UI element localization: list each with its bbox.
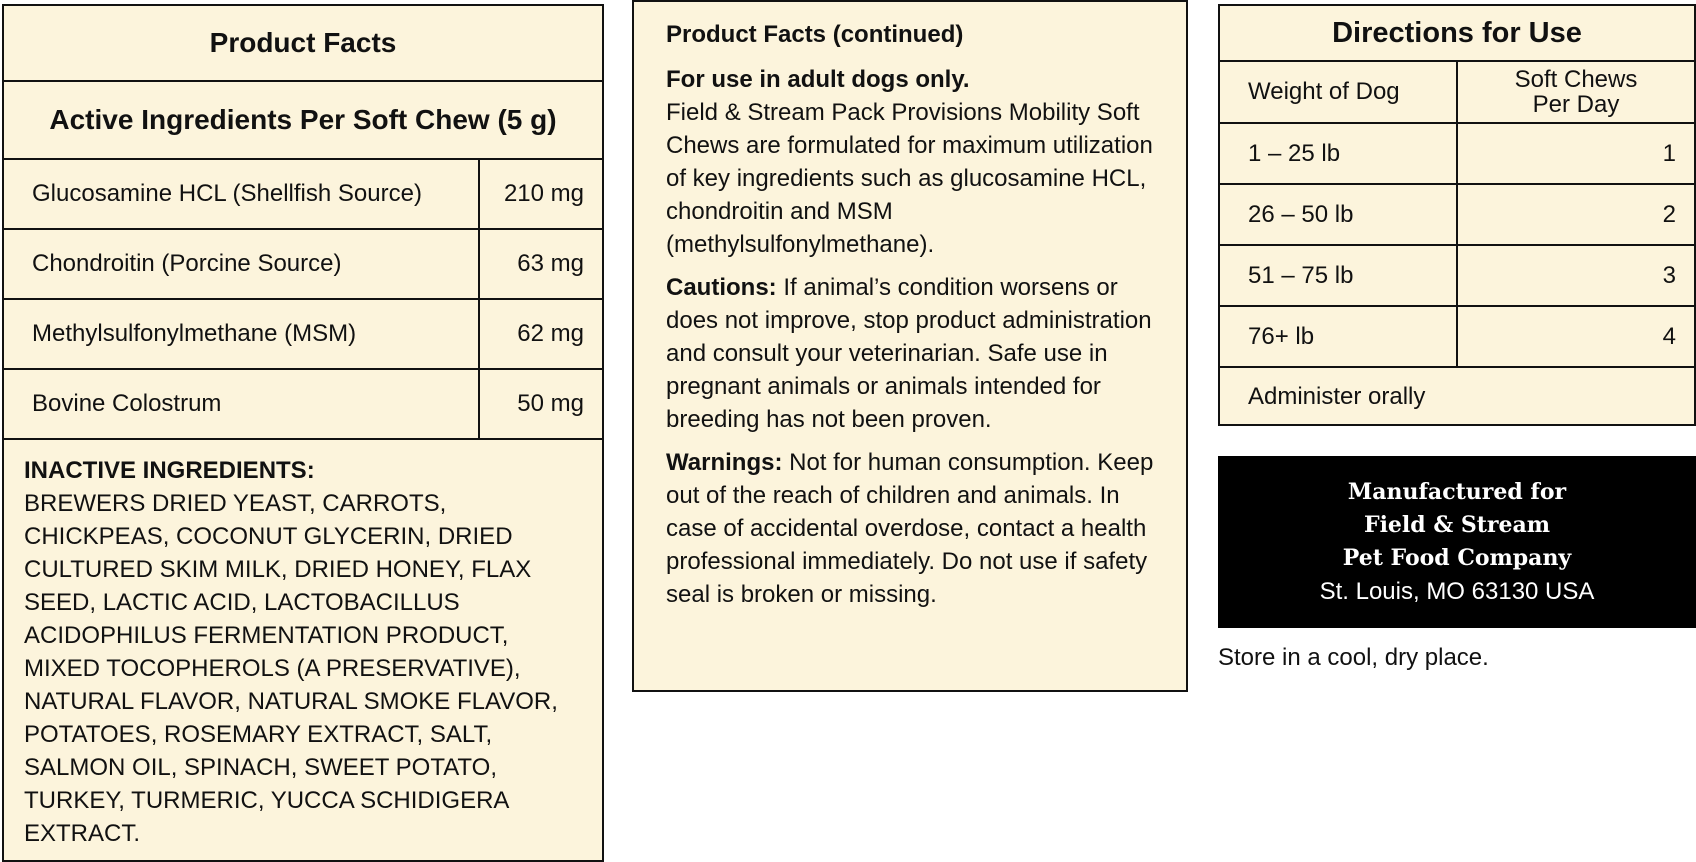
ingredient-amount: 210 mg <box>503 180 584 207</box>
ingredient-row <box>4 370 602 440</box>
administer-note: Administer orally <box>1248 383 1426 410</box>
ingredient-amount: 63 mg <box>517 250 584 277</box>
chews-cell: 4 <box>1662 322 1676 350</box>
ingredient-name: Chondroitin (Porcine Source) <box>4 230 480 298</box>
weight-cell: 76+ lb <box>1220 307 1458 366</box>
chews-column-header <box>1458 62 1694 122</box>
usage-paragraph <box>666 63 1166 261</box>
manufacturer-address: St. Louis, MO 63130 USA <box>1319 578 1595 605</box>
weight-column-header: Weight of Dog <box>1220 62 1458 122</box>
table-row <box>1220 307 1694 368</box>
table-row <box>1220 246 1694 307</box>
directions-title: Directions for Use <box>1220 6 1694 62</box>
ingredient-row <box>4 230 602 300</box>
warnings-label: Warnings: <box>666 449 783 476</box>
active-ingredients-heading: Active Ingredients Per Soft Chew (5 g) <box>4 82 602 160</box>
directions-header-row <box>1220 62 1694 124</box>
weight-cell: 51 – 75 lb <box>1220 246 1458 305</box>
product-facts-title: Product Facts <box>4 6 602 82</box>
manufacturer-box <box>1218 456 1696 628</box>
table-row <box>1220 185 1694 246</box>
chews-cell: 2 <box>1662 200 1676 228</box>
inactive-ingredients-text: BREWERS DRIED YEAST, CARROTS, CHICKPEAS, COCONUT GLYCERIN, DRIED CULTURED SKIM MILK, DRIED HONEY, FLAX SEED, LACTIC ACID, LACTOBACILLUS ACIDOPHILUS FERMENTATION PRODUCT, MIXED TOCOPHEROLS (A PRESERVATIVE), NATURAL FLAVOR, NATURAL SMOKE FLAVOR, POTATOES, ROSEMARY EXTRACT, SALT, SALMON OIL, SPINACH, SWEET POTATO, TURKEY, TURMERIC, YUCCA SCHIDIGERA EXTRACT. <box>24 490 558 847</box>
weight-cell: 1 – 25 lb <box>1220 124 1458 183</box>
adult-only-note: For use in adult dogs only. <box>666 66 970 93</box>
ingredient-row <box>4 160 602 230</box>
ingredient-name: Glucosamine HCL (Shellfish Source) <box>4 160 480 228</box>
cautions-label: Cautions: <box>666 274 777 301</box>
ingredient-amount: 50 mg <box>517 390 584 417</box>
product-facts-panel <box>2 4 604 862</box>
ingredient-name: Bovine Colostrum <box>4 370 480 438</box>
warnings-text: Not for human consumption. Keep out of the reach of children and animals. In case of accidental overdose, contact a health professional immediately. Do not use if safety seal is broken or missing. <box>666 449 1154 608</box>
directions-table <box>1218 4 1696 426</box>
ingredient-name: Methylsulfonylmethane (MSM) <box>4 300 480 368</box>
cautions-text: If animal’s condition worsens or does not improve, stop product administration and consult your veterinarian. Safe use in pregnant animals or animals intended for breeding has not been proven. <box>666 274 1152 433</box>
chews-cell: 3 <box>1662 261 1676 289</box>
manufacturer-line2: Field & Stream <box>1363 512 1551 538</box>
product-facts-continued-panel <box>632 0 1188 692</box>
weight-cell: 26 – 50 lb <box>1220 185 1458 244</box>
continued-title: Product Facts (continued) <box>666 21 964 48</box>
chews-header-line1: Soft Chews <box>1514 66 1638 93</box>
chews-header-line2: Per Day <box>1532 91 1620 118</box>
storage-note: Store in a cool, dry place. <box>1218 644 1489 671</box>
warnings-paragraph <box>666 446 1166 611</box>
cautions-paragraph <box>666 271 1166 436</box>
inactive-ingredients-heading: INACTIVE INGREDIENTS: <box>24 457 315 484</box>
table-row <box>1220 124 1694 185</box>
ingredient-row <box>4 300 602 370</box>
inactive-ingredients <box>4 440 602 850</box>
chews-cell: 1 <box>1662 139 1676 167</box>
manufacturer-line1: Manufactured for <box>1347 479 1567 505</box>
ingredient-amount: 62 mg <box>517 320 584 347</box>
manufacturer-line3: Pet Food Company <box>1342 545 1572 571</box>
description-text: Field & Stream Pack Provisions Mobility Soft Chews are formulated for maximum utilization of key ingredients such as glucosamine HCL, chondroitin and MSM (methylsulfonylmethane). <box>666 99 1153 258</box>
